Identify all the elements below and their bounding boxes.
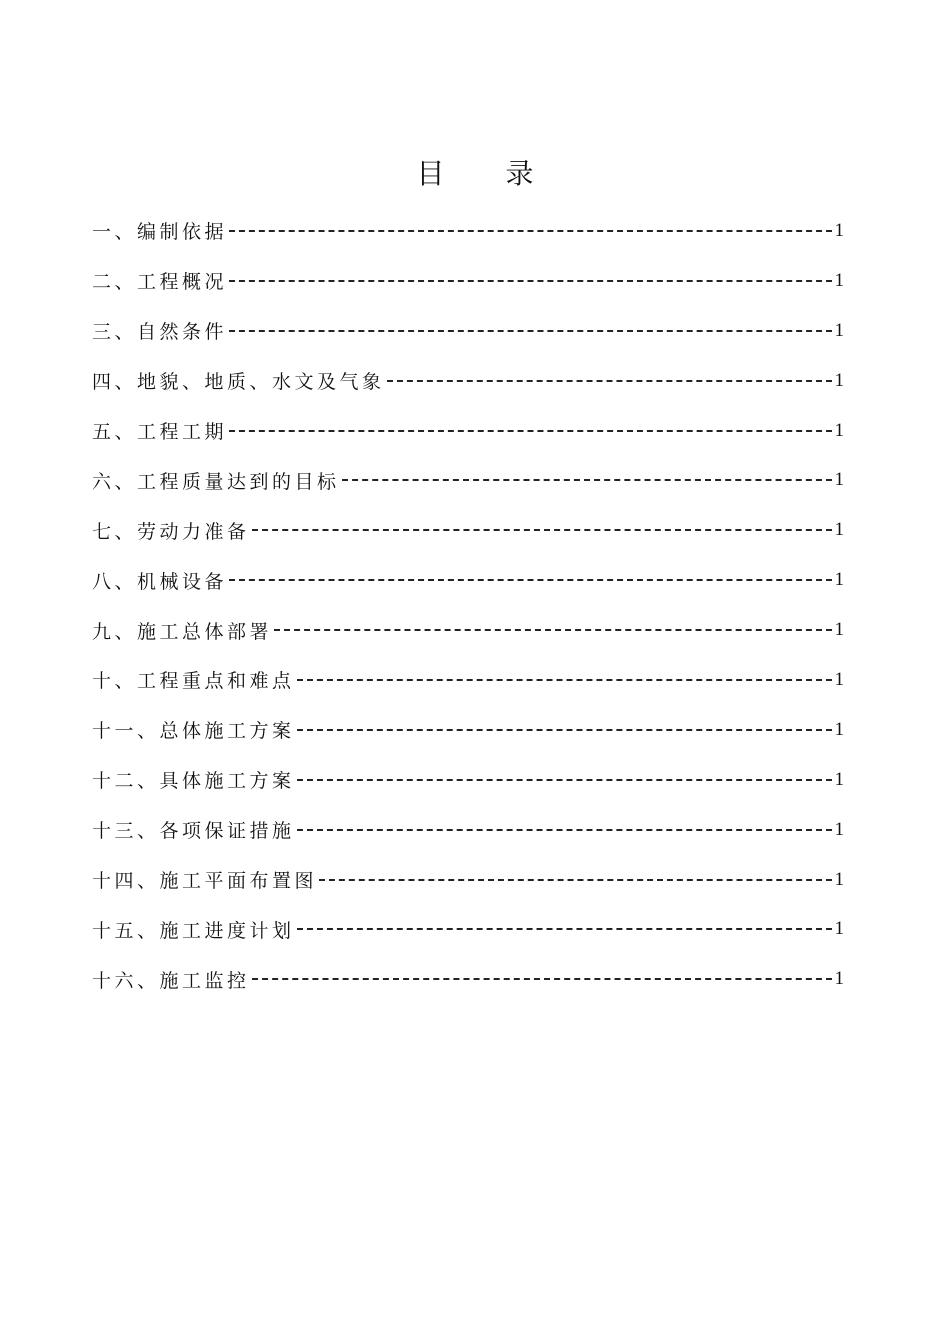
toc-entry-label: 八、机械设备: [92, 570, 228, 593]
toc-entry-label: 一、编制依据: [92, 221, 228, 244]
toc-entry-label: 六、工程质量达到的目标: [92, 470, 340, 493]
toc-entry-label: 三、自然条件: [92, 321, 228, 344]
toc-entry-page: 1: [834, 768, 844, 790]
toc-entry[interactable]: [92, 555, 844, 605]
toc-leader: [297, 679, 832, 681]
toc-entry-page: 1: [834, 569, 844, 591]
toc-entry-page: 1: [834, 519, 844, 541]
toc-entry-label: 四、地貌、地质、水文及气象: [92, 371, 385, 394]
toc-entry-page: 1: [834, 968, 844, 990]
toc-leader: [229, 430, 831, 432]
toc-entry-label: 十三、各项保证措施: [92, 820, 295, 843]
toc-entry[interactable]: [92, 655, 844, 705]
toc-entry-page: 1: [834, 718, 844, 740]
toc-list: [92, 206, 844, 1004]
toc-entry[interactable]: [92, 954, 844, 1004]
toc-leader: [229, 280, 831, 282]
toc-entry-page: 1: [834, 868, 844, 890]
toc-entry-label: 十二、具体施工方案: [92, 770, 295, 793]
toc-leader: [387, 380, 832, 382]
toc-entry[interactable]: [92, 505, 844, 555]
toc-entry-page: 1: [834, 818, 844, 840]
toc-leader: [297, 779, 832, 781]
toc-entry-label: 十一、总体施工方案: [92, 720, 295, 743]
toc-entry[interactable]: [92, 755, 844, 805]
toc-entry-page: 1: [834, 269, 844, 291]
toc-leader: [342, 479, 832, 481]
toc-entry-page: 1: [834, 419, 844, 441]
toc-entry[interactable]: [92, 705, 844, 755]
toc-leader: [297, 928, 832, 930]
toc-entry-label: 十、工程重点和难点: [92, 670, 295, 693]
toc-entry-page: 1: [834, 668, 844, 690]
toc-title: 目 录: [416, 157, 560, 190]
toc-leader: [297, 829, 832, 831]
toc-entry-page: 1: [834, 319, 844, 341]
toc-entry[interactable]: [92, 855, 844, 905]
toc-entry-label: 五、工程工期: [92, 421, 228, 443]
toc-leader: [229, 330, 831, 332]
toc-entry[interactable]: [92, 256, 844, 306]
toc-entry-label: 十四、施工平面布置图: [92, 870, 318, 893]
toc-entry-label: 十六、施工监控: [92, 969, 250, 992]
toc-entry-label: 十五、施工进度计划: [92, 919, 295, 942]
toc-entry[interactable]: [92, 406, 844, 456]
toc-leader: [274, 629, 831, 631]
toc-entry-page: 1: [834, 469, 844, 491]
toc-leader: [252, 978, 832, 980]
toc-leader: [297, 729, 832, 731]
toc-entry[interactable]: [92, 306, 844, 356]
toc-entry-page: 1: [834, 369, 844, 391]
toc-entry[interactable]: [92, 356, 844, 406]
toc-leader: [229, 579, 831, 581]
toc-entry[interactable]: [92, 805, 844, 855]
toc-entry[interactable]: [92, 206, 844, 256]
toc-entry-label: 七、劳动力准备: [92, 520, 250, 543]
toc-entry[interactable]: [92, 605, 844, 655]
toc-leader: [252, 529, 832, 531]
toc-leader: [229, 230, 831, 232]
toc-entry-label: 九、施工总体部署: [92, 620, 273, 643]
toc-entry-page: 1: [834, 219, 844, 241]
toc-entry-label: 二、工程概况: [92, 271, 228, 294]
toc-entry[interactable]: [92, 904, 844, 954]
toc-entry-page: 1: [834, 619, 844, 641]
toc-entry-page: 1: [834, 918, 844, 940]
toc-leader: [319, 879, 831, 881]
toc-entry[interactable]: [92, 455, 844, 505]
